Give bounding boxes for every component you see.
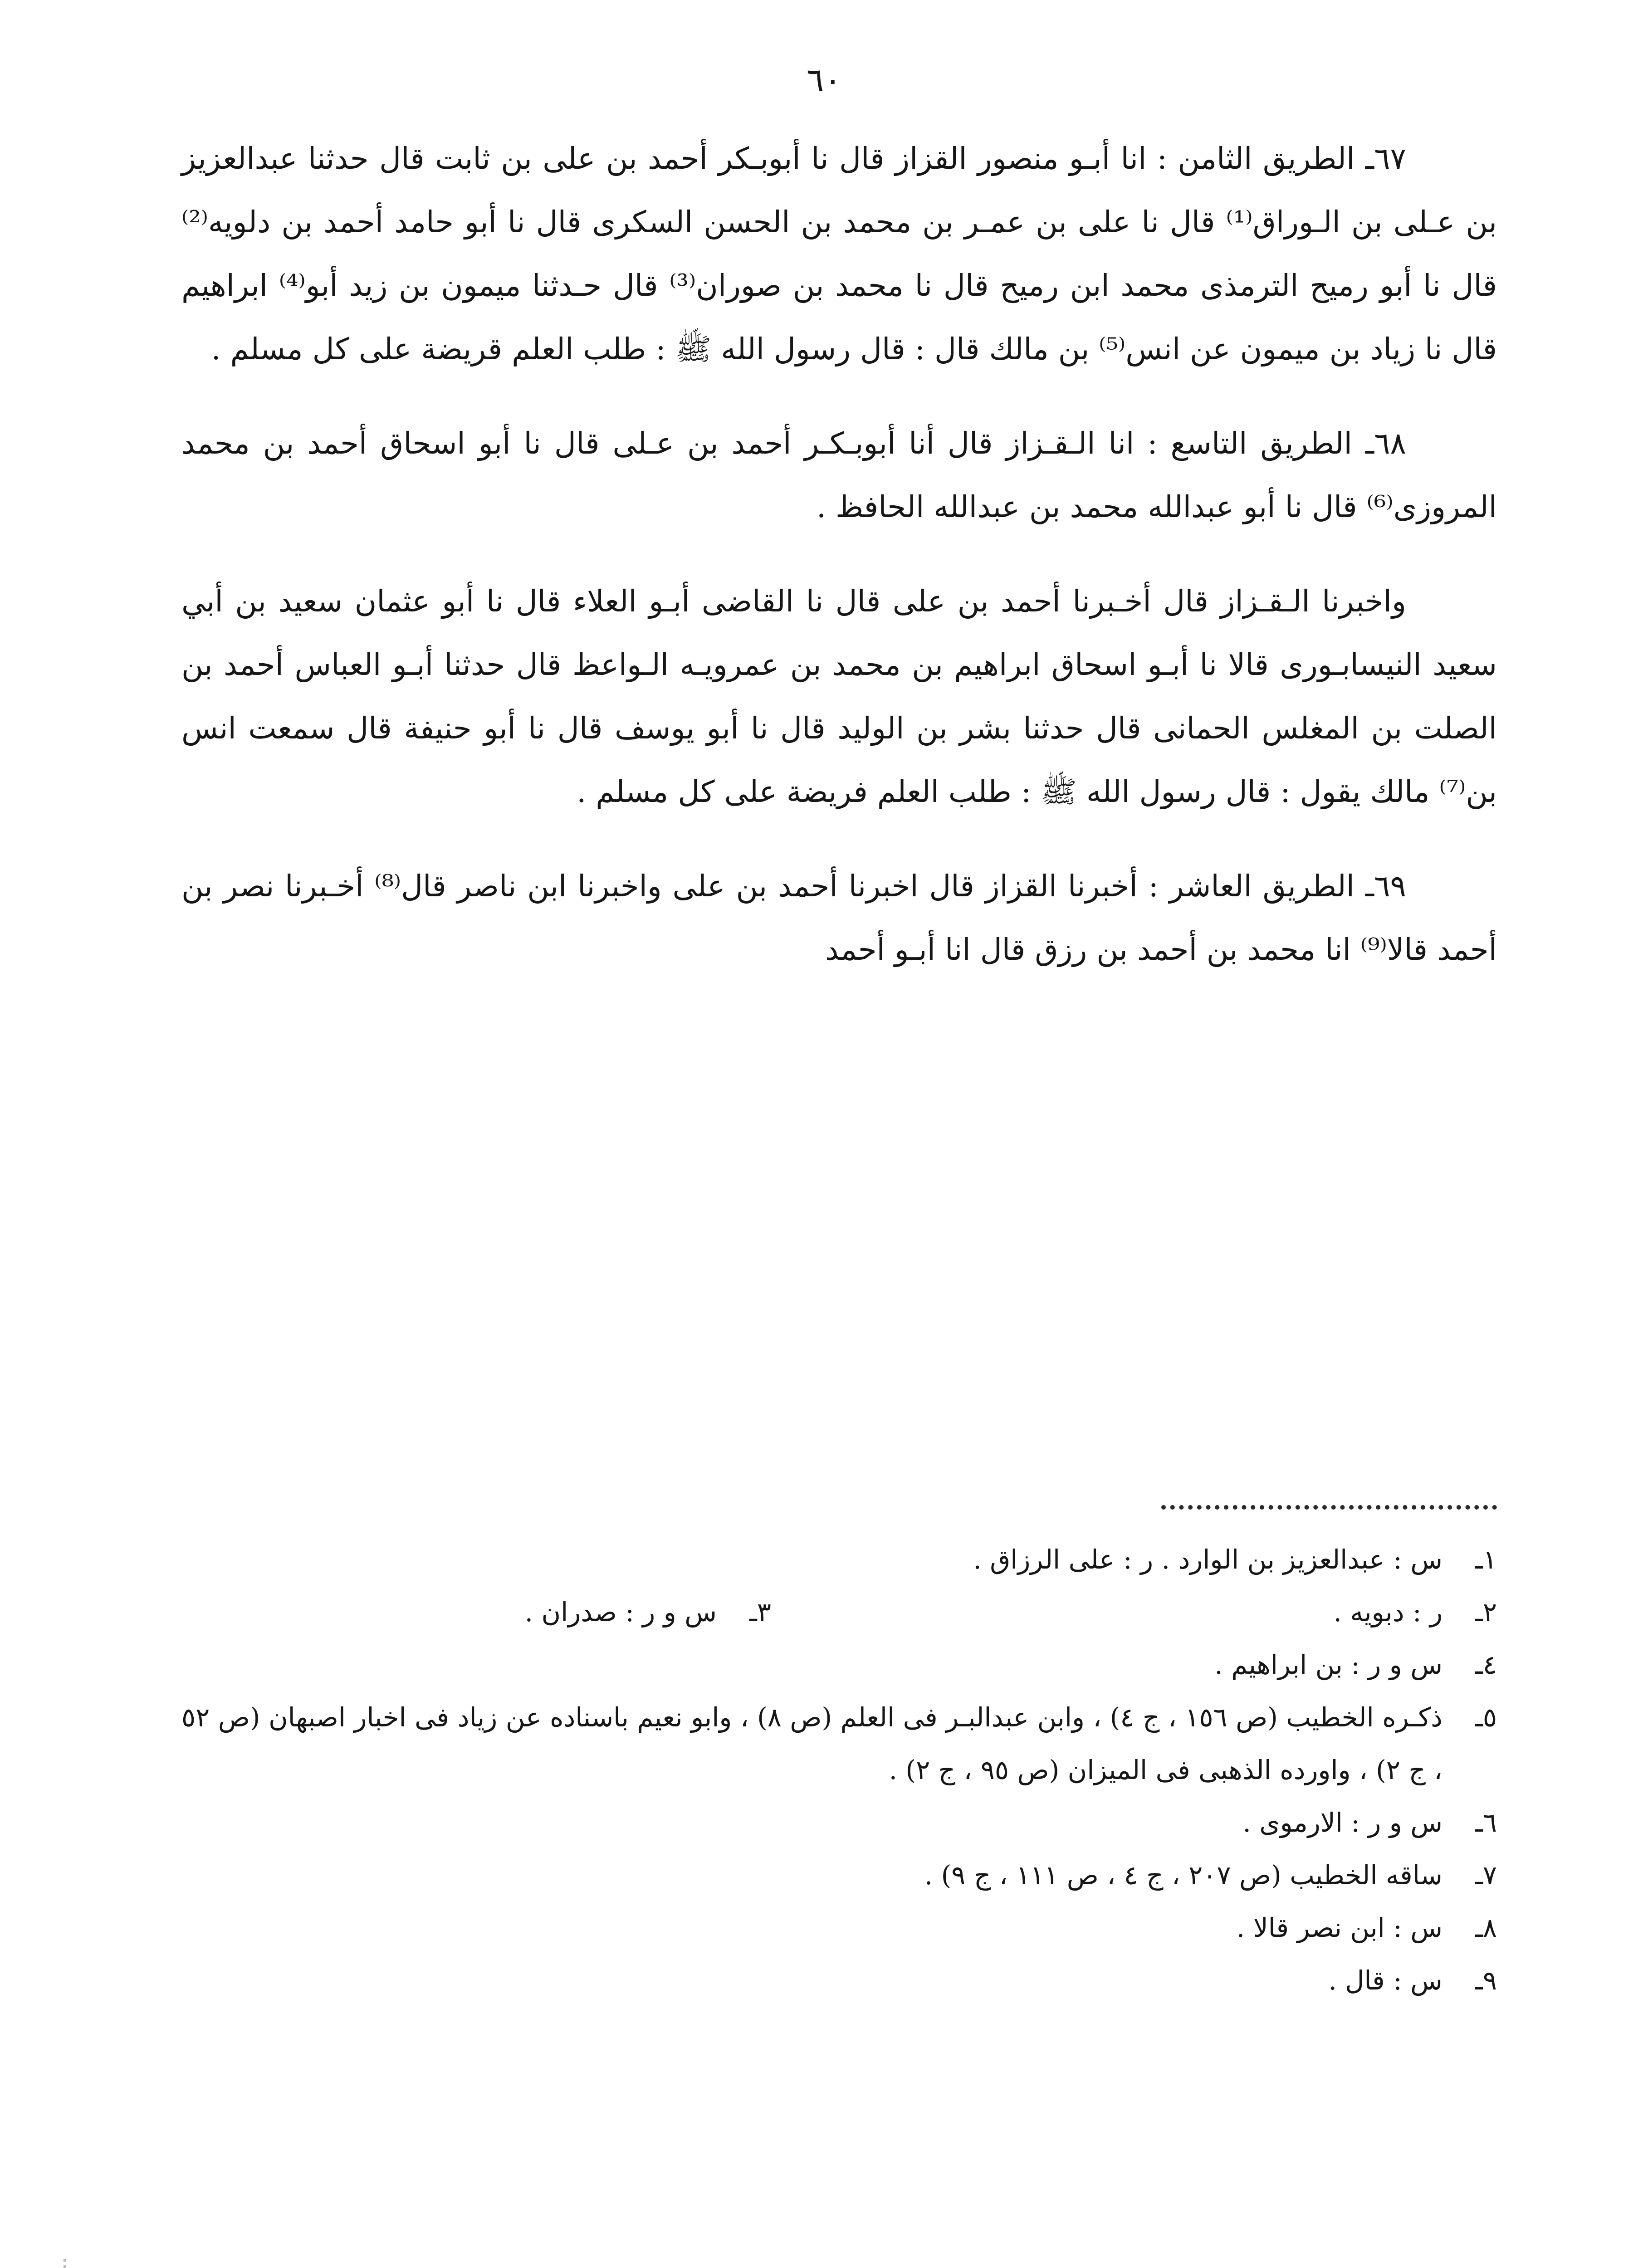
footnote-8	[181, 1901, 1497, 1954]
scan-edge-mark	[64, 2259, 66, 2268]
page-number: ٦٠	[806, 61, 842, 99]
footnote-number: ٤ـ	[1475, 1649, 1497, 1680]
footnote-5	[181, 1691, 1497, 1796]
footnote-2	[1334, 1586, 1497, 1638]
footnote-row-2-3	[181, 1586, 1497, 1638]
footnote-number: ١ـ	[1475, 1544, 1497, 1575]
footnote-text: ذكـره الخطيب (ص ١٥٦ ، ج ٤) ، وابن عبدالبـر فى العلم (ص ٨) ، وابو نعيم باسناده عن زياد فى اخبار اصبهان (ص ٥٢ ، ج ٢) ، واورده الذهبى فى الميزان (ص ٩٥ ، ج ٢) .	[181, 1702, 1443, 1785]
paragraph-68-continued: واخبرنا الـقـزاز قال أخـبرنا أحمد بن على قال نا القاضى أبـو العلاء قال نا أبو عثمان سعيد بن أبي سعيد النيسابـورى قالا نا أبـو اسحاق ابراهيم بن محمد بن عمرويـه الـواعظ قال حدثنا أبـو العباس أحمد بن الصلت بن المغلس الحمانى قال حدثنا بشر بن الوليد قال نا أبو يوسف قال نا أبو حنيفة قال سمعت انس بن⁽⁷⁾ مالك يقول : قال رسول الله ﷺ : طلب العلم فريضة على كل مسلم .	[181, 584, 1497, 809]
footnote-separator	[1161, 1505, 1497, 1510]
footnote-number: ٩ـ	[1475, 1965, 1497, 1996]
main-text	[181, 127, 1497, 982]
paragraph-69: ٦٩ـ الطريق العاشر : أخبرنا القزاز قال اخبرنا أحمد بن على واخبرنا ابن ناصر قال⁽⁸⁾ أخـبرنا نصر بن أحمد قالا⁽⁹⁾ انا محمد بن أحمد بن رزق قال انا أبـو أحمد	[181, 869, 1497, 967]
footnote-7	[181, 1849, 1497, 1901]
footnote-text: س : ابن نصر قالا .	[1236, 1912, 1443, 1943]
footnote-number: ٧ـ	[1475, 1860, 1497, 1891]
footnote-text: س : قال .	[1328, 1965, 1443, 1996]
footnote-6	[181, 1796, 1497, 1849]
footnotes	[181, 1533, 1497, 2007]
footnote-text: س و ر : صدران .	[524, 1597, 717, 1628]
footnote-9	[181, 1954, 1497, 2007]
footnote-text: س : عبدالعزيز بن الوارد . ر : على الرزاق .	[973, 1544, 1443, 1575]
footnote-text: س و ر : الارموى .	[1242, 1807, 1443, 1838]
footnote-text: س و ر : بن ابراهيم .	[1214, 1649, 1443, 1680]
footnote-3	[525, 1586, 771, 1638]
footnote-text: ر : دبويه .	[1333, 1597, 1443, 1628]
footnote-number: ٥ـ	[1475, 1702, 1497, 1733]
footnote-text: ساقه الخطيب (ص ٢٠٧ ، ج ٤ ، ص ١١١ ، ج ٩) .	[924, 1860, 1443, 1891]
paragraph-68: ٦٨ـ الطريق التاسع : انا الـقـزاز قال أنا أبوبـكـر أحمد بن عـلى قال نا أبو اسحاق أحمد بن محمد المروزى⁽⁶⁾ قال نا أبو عبدالله محمد بن عبدالله الحافظ .	[181, 426, 1497, 524]
footnote-1	[181, 1533, 1497, 1586]
footnote-number: ٣ـ	[749, 1597, 771, 1628]
footnote-number: ٢ـ	[1475, 1597, 1497, 1628]
footnote-4	[181, 1638, 1497, 1691]
paragraph-67: ٦٧ـ الطريق الثامن : انا أبـو منصور القزاز قال نا أبوبـكر أحمد بن على بن ثابت قال حدثنا عبدالعزيز بن عـلى بن الـوراق⁽¹⁾ قال نا على بن عمـر بن محمد بن الحسن السكرى قال نا أبو حامد أحمد بن دلويه⁽²⁾ قال نا أبو رميح الترمذى محمد ابن رميح قال نا محمد بن صوران⁽³⁾ قال حـدثنا ميمون بن زيد أبو⁽⁴⁾ ابراهيم قال نا زياد بن ميمون عن انس⁽⁵⁾ بن مالك قال : قال رسول الله ﷺ : طلب العلم قريضة على كل مسلم .	[181, 141, 1497, 367]
footnote-number: ٦ـ	[1475, 1807, 1497, 1838]
footnote-number: ٨ـ	[1475, 1912, 1497, 1943]
